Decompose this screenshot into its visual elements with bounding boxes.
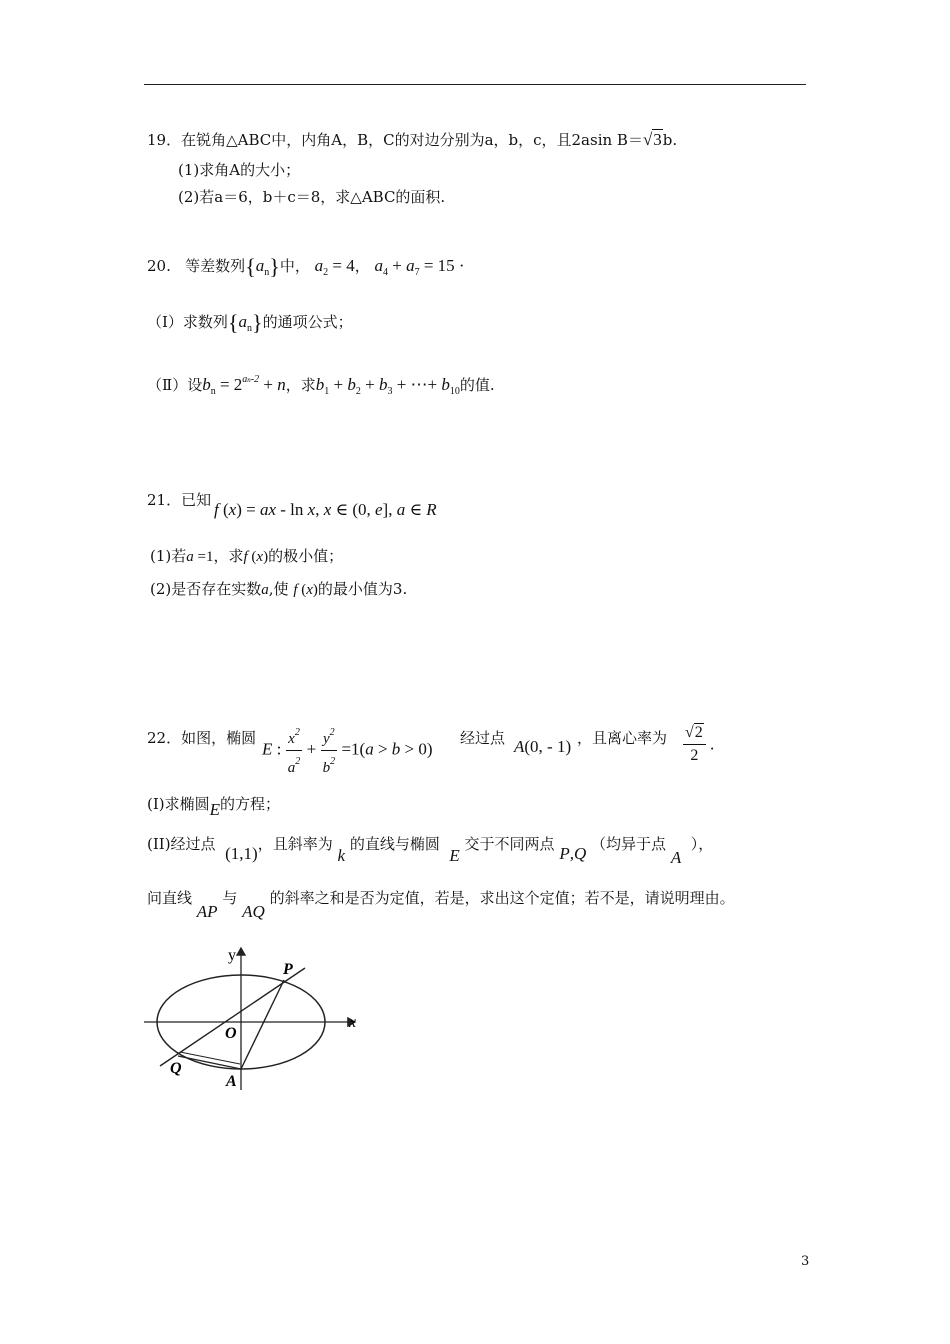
q22-stem-b: 经过点 <box>460 729 506 747</box>
page-number: 3 <box>801 1254 810 1269</box>
b-sum-math: $b_1 + b_2 + b_3$ + ⋯+ $b_{10}$ <box>315 375 460 397</box>
q21-function-math: f (x) = ax - ln x, x ∈ (0, e], a ∈ R <box>214 500 437 519</box>
q19-stem: 19．在锐角△ABC中，内角A，B，C的对边分别为a，b，c，且2asin B＝√3b. <box>147 130 678 149</box>
q22-part3: 问直线 AP 与 AQ 的斜率之和是否为定值，若是，求出这个定值；若不是，请说明理由。 <box>147 889 735 921</box>
line-AP <box>241 980 284 1069</box>
q21-part2: (2)是否存在实数a,使 f (x)的最小值为3. <box>150 580 408 598</box>
q20-part1: （Ⅰ）求数列$\{a_n\}$的通项公式； <box>147 310 353 335</box>
q20-part2: （Ⅱ）设$b_n = 2^{an-2} + n$，求$b_1 + b_2 + b_3$ + ⋯+ $b_{10}$的值. <box>147 374 495 397</box>
q22-stem-c: ，且离心率为 <box>577 729 668 747</box>
label-y: y <box>228 947 236 964</box>
q21-part1: (1)若a =1，求f (x)的极小值； <box>150 547 344 565</box>
q22-stem: 22．如图，椭圆 <box>147 729 257 747</box>
header-rule <box>144 84 806 85</box>
label-x: x <box>349 1014 357 1031</box>
q21-stem: 21．已知 <box>147 491 212 509</box>
ellipse-figure <box>140 940 370 1100</box>
sqrt3-math: √3 <box>642 130 662 149</box>
label-Q: Q <box>170 1060 182 1077</box>
q22-part2: (II)经过点 (1,1)，且斜率为 k 的直线与椭圆 E 交于不同两点 P,Q （均异于点 A ）， <box>147 835 714 867</box>
label-P: P <box>283 961 293 978</box>
label-O: O <box>225 1025 237 1042</box>
point-A-math: A(0, - 1) <box>514 737 572 756</box>
q19-part1: (1)求角A的大小； <box>178 161 301 179</box>
q22-part1: (I)求椭圆E的方程； <box>147 795 281 819</box>
q20-condition-math: $a_2 = 4$ <box>314 256 355 278</box>
bn-formula-math: $b_n = 2^{an-2} + n$ <box>202 374 286 397</box>
sequence-an-math: $\{a_n\}$ <box>245 254 280 279</box>
q20-stem: 20. 等差数列$\{a_n\}$中， $a_2 = 4$， $a_4 + a_7 = 15$ · <box>147 254 465 279</box>
q19-part2: (2)若a＝6，b＋c＝8，求△ABC的面积. <box>178 188 446 206</box>
label-A: A <box>226 1073 237 1090</box>
q22-ellipse-math: E : $\frac{x^2}{a^2}$ + $\frac{y^2}{b^2}$ =1(a > b > 0) <box>262 722 433 774</box>
eccentricity-math: $\frac{√2}{2}$ . <box>685 724 715 764</box>
